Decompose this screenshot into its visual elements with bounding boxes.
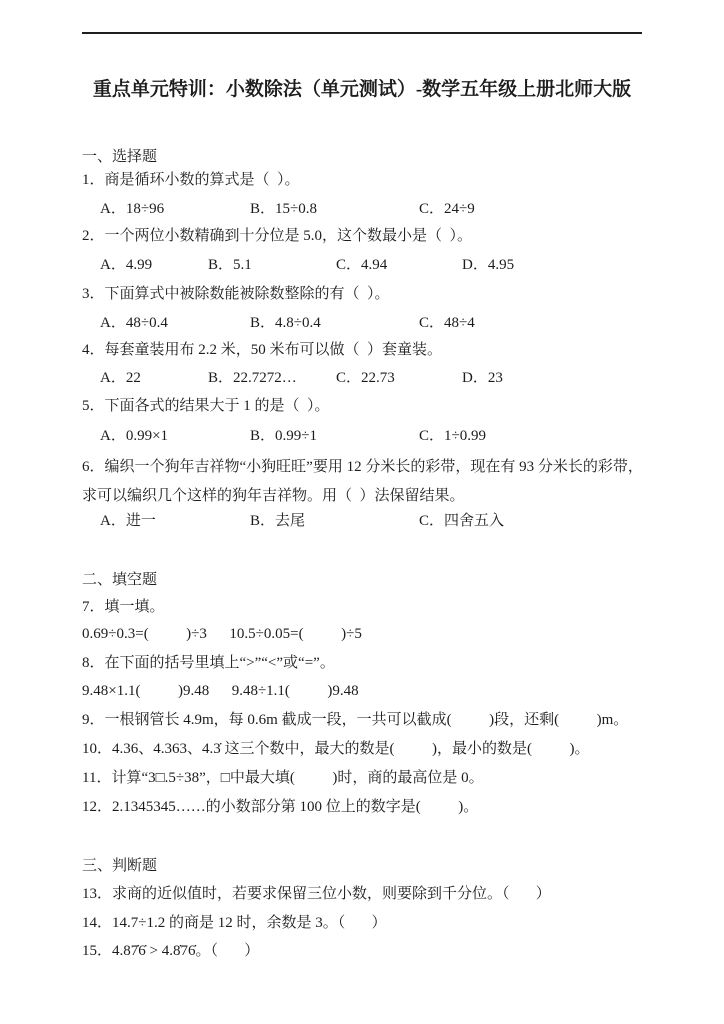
option-1-c: C．24÷9	[419, 201, 475, 217]
question-12-text: 12．2.1345345……的小数部分第 100 位上的数字是( )。	[82, 799, 479, 815]
question-5-text: 5．下面各式的结果大于 1 的是（ ）。	[82, 398, 330, 414]
option-5-c: C．1÷0.99	[419, 428, 486, 444]
question-1-text: 1．商是循环小数的算式是（ ）。	[82, 172, 300, 188]
option-4-a: A．22	[100, 370, 141, 386]
question-9-text: 9．一根钢管长 4.9m，每 0.6m 截成一段，一共可以截成( )段，还剩( )m。	[82, 712, 629, 728]
question-2-options	[0, 255, 724, 275]
question-6-options	[0, 511, 724, 531]
section-3-heading: 三、判断题	[82, 858, 158, 874]
section-1-heading: 一、选择题	[82, 149, 158, 165]
option-5-a: A．0.99×1	[100, 428, 169, 444]
option-4-d: D．23	[462, 370, 503, 386]
question-14-text: 14．14.7÷1.2 的商是 12 时，余数是 3。（ ）	[82, 915, 387, 931]
question-7-text: 7．填一填。	[82, 599, 165, 615]
question-5-options	[0, 426, 724, 446]
question-3-options	[0, 313, 724, 333]
option-5-b: B．0.99÷1	[250, 428, 317, 444]
option-1-a: A．18÷96	[100, 201, 165, 217]
question-6-text: 6．编织一个狗年吉祥物“小狗旺旺”要用 12 分米长的彩带，现在有 93 分米长的彩带，求可以编织几个这样的狗年吉祥物。用（ ）法保留结果。	[82, 459, 643, 504]
option-6-a: A．进一	[100, 513, 156, 529]
option-3-c: C．48÷4	[419, 315, 475, 331]
question-10-text: 10．4.36、4.363、4.3̇ 这三个数中，最大的数是( )，最小的数是( )。	[82, 741, 590, 757]
question-4-options	[0, 368, 724, 388]
option-2-d: D．4.95	[462, 257, 515, 273]
option-4-b: B．22.7272…	[208, 370, 297, 386]
question-2-text: 2．一个两位小数精确到十分位是 5.0，这个数最小是（ ）。	[82, 228, 473, 244]
option-4-c: C．22.73	[336, 370, 395, 386]
question-1-options	[0, 199, 724, 219]
option-2-b: B．5.1	[208, 257, 252, 273]
question-8-blanks: 9.48×1.1( )9.48 9.48÷1.1( )9.48	[82, 683, 359, 699]
question-11-text: 11．计算“3□.5÷38”，□中最大填( )时，商的最高位是 0。	[82, 770, 484, 786]
question-4-text: 4．每套童装用布 2.2 米，50 米布可以做（ ）套童装。	[82, 342, 443, 358]
option-3-b: B．4.8÷0.4	[250, 315, 321, 331]
option-2-a: A．4.99	[100, 257, 153, 273]
option-6-b: B．去尾	[250, 513, 306, 529]
option-2-c: C．4.94	[336, 257, 388, 273]
question-8-text: 8．在下面的括号里填上“>”“<”或“=”。	[82, 655, 335, 671]
header-rule	[82, 32, 642, 34]
question-13-text: 13．求商的近似值时，若要求保留三位小数，则要除到千分位。（ ）	[82, 886, 551, 902]
question-7-blanks: 0.69÷0.3=( )÷3 10.5÷0.05=( )÷5	[82, 626, 362, 642]
option-1-b: B．15÷0.8	[250, 201, 317, 217]
section-2-heading: 二、填空题	[82, 572, 158, 588]
question-3-text: 3．下面算式中被除数能被除数整除的有（ ）。	[82, 286, 390, 302]
question-15-text: 15．4.87̇6̇ > 4.8̇76̇。（ ）	[82, 943, 260, 959]
option-3-a: A．48÷0.4	[100, 315, 168, 331]
option-6-c: C．四舍五入	[419, 513, 505, 529]
page-title: 重点单元特训：小数除法（单元测试）-数学五年级上册北师大版	[92, 79, 632, 100]
